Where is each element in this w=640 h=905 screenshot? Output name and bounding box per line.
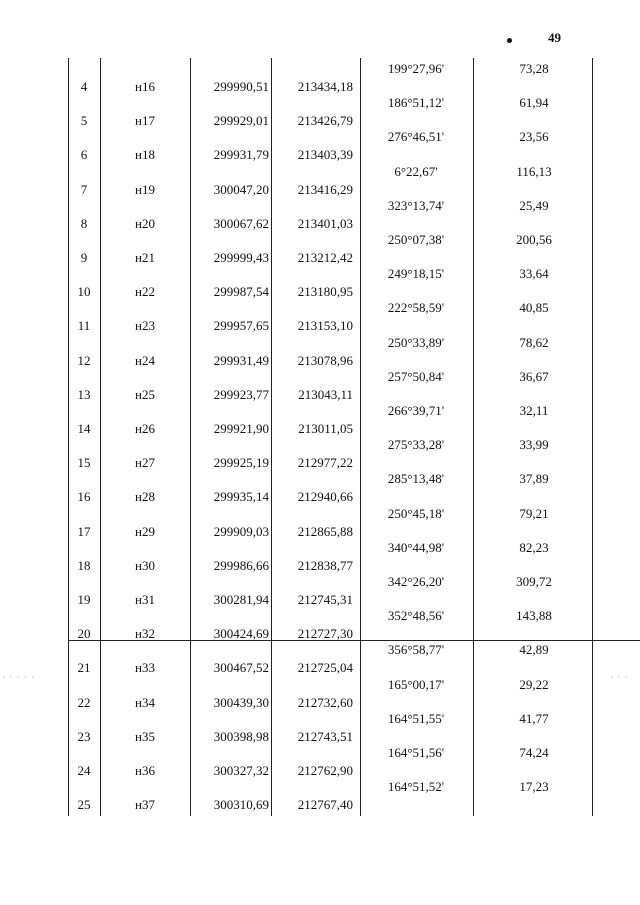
coordinate-y: 213078,96 (297, 352, 353, 368)
coordinate-x: 299925,19 (213, 455, 269, 471)
segment-length: 79,21 (519, 505, 549, 521)
coordinate-x: 299935,14 (213, 489, 269, 505)
coordinate-y: 212725,04 (297, 660, 353, 676)
table-border-right (592, 58, 593, 816)
segment-length: 42,89 (519, 642, 549, 658)
point-name: н20 (135, 215, 155, 231)
coordinate-x: 299909,03 (213, 523, 269, 539)
direction-angle: 266°39,71' (387, 403, 445, 418)
segment-length: 36,67 (519, 368, 549, 384)
point-name: н25 (135, 386, 155, 402)
coordinate-y: 213043,11 (298, 386, 353, 402)
row-number: 9 (80, 250, 88, 265)
coordinate-x: 300281,94 (213, 592, 269, 607)
point-name: н36 (135, 763, 155, 778)
segment-length: 29,22 (519, 676, 549, 692)
row-number: 21 (77, 660, 91, 676)
point-name: н21 (135, 250, 155, 265)
coordinate-y: 213153,10 (297, 318, 353, 334)
coordinate-y: 212732,60 (297, 694, 353, 710)
coordinate-y: 213212,42 (297, 250, 353, 265)
direction-angle: 164°51,55' (387, 710, 445, 726)
coordinate-x: 299921,90 (213, 421, 269, 436)
row-number: 23 (77, 728, 91, 744)
coordinate-x: 299957,65 (213, 318, 269, 334)
point-name: н28 (135, 489, 155, 505)
row-number: 19 (77, 592, 91, 607)
segment-length: 23,56 (519, 129, 549, 145)
segment-length: 61,94 (519, 95, 549, 111)
row-number: 11 (77, 318, 91, 334)
direction-angle: 356°58,77' (387, 642, 445, 658)
point-name: н19 (135, 181, 155, 197)
coordinate-y: 213180,95 (297, 284, 353, 300)
point-name: н27 (135, 455, 155, 471)
point-name: н16 (135, 79, 155, 94)
coordinate-y: 212727,30 (297, 626, 353, 642)
coordinate-x: 299931,79 (213, 147, 269, 163)
row-number: 12 (77, 352, 91, 368)
point-name: н35 (135, 728, 155, 744)
direction-angle: 165°00,17' (387, 676, 445, 692)
point-name: н22 (135, 284, 155, 300)
direction-angle: 275°33,28' (387, 437, 445, 453)
direction-angle: 340°44,98' (387, 539, 445, 555)
table-divider-point (190, 58, 191, 816)
segment-length: 143,88 (516, 608, 552, 624)
coordinate-y: 212743,51 (297, 728, 353, 744)
segment-length: 17,23 (519, 779, 549, 795)
point-name: н18 (135, 147, 155, 163)
coordinate-y: 212838,77 (297, 557, 353, 573)
row-number: 6 (80, 147, 88, 163)
segment-length: 73,28 (519, 61, 549, 76)
coordinate-y: 213434,18 (297, 79, 353, 94)
point-name: н17 (135, 113, 155, 129)
point-name: н30 (135, 557, 155, 573)
direction-angle: 164°51,56' (387, 745, 445, 760)
row-number: 22 (77, 694, 91, 710)
direction-angle: 222°58,59' (387, 300, 445, 316)
row-number: 4 (80, 79, 88, 94)
segment-length: 200,56 (516, 232, 552, 247)
coordinate-x: 300327,32 (213, 763, 269, 778)
table-divider-y (360, 58, 361, 816)
point-name: н32 (135, 626, 155, 642)
coordinate-x: 300467,52 (213, 660, 269, 676)
direction-angle: 250°45,18' (387, 505, 445, 521)
direction-angle: 285°13,48' (387, 471, 445, 487)
coordinate-x: 300310,69 (213, 797, 269, 813)
direction-angle: 352°48,56' (387, 608, 445, 624)
direction-angle: 250°07,38' (387, 232, 445, 247)
segment-length: 116,13 (516, 163, 552, 179)
segment-length: 37,89 (519, 471, 549, 487)
direction-angle: 164°51,52' (387, 779, 445, 795)
segment-length: 33,99 (519, 437, 549, 453)
coordinate-x: 299923,77 (213, 386, 269, 402)
coordinate-x: 299931,49 (213, 352, 269, 368)
coordinate-x: 299999,43 (213, 250, 269, 265)
coordinate-y: 212977,22 (297, 455, 353, 471)
coordinate-x: 300067,62 (213, 215, 269, 231)
coordinate-y: 213403,39 (297, 147, 353, 163)
coordinate-y: 212940,66 (297, 489, 353, 505)
point-name: н31 (135, 592, 155, 607)
segment-length: 74,24 (519, 745, 549, 760)
coordinate-y: 212745,31 (297, 592, 353, 607)
coordinate-y: 212767,40 (297, 797, 353, 813)
segment-length: 82,23 (519, 539, 549, 555)
scan-artifact-left: · · · · · (2, 672, 35, 682)
page-number: 49 (548, 30, 561, 45)
row-number: 14 (77, 421, 91, 436)
point-name: н26 (135, 421, 155, 436)
point-name: н37 (135, 797, 155, 813)
segment-length: 32,11 (519, 403, 549, 418)
direction-angle: 323°13,74' (387, 197, 445, 213)
direction-angle: 342°26,20' (387, 574, 445, 589)
row-number: 25 (77, 797, 91, 813)
direction-angle: 186°51,12' (387, 95, 445, 111)
coordinate-x: 300439,30 (213, 694, 269, 710)
segment-length: 309,72 (516, 574, 552, 589)
point-name: н23 (135, 318, 155, 334)
coordinate-x: 300398,98 (213, 728, 269, 744)
coordinate-x: 299986,66 (213, 557, 269, 573)
segment-length: 40,85 (519, 300, 549, 316)
coordinate-x: 300047,20 (213, 181, 269, 197)
table-divider-angle (473, 58, 474, 816)
point-name: н34 (135, 694, 155, 710)
coordinate-y: 213401,03 (297, 215, 353, 231)
direction-angle: 249°18,15' (387, 266, 445, 282)
point-name: н29 (135, 523, 155, 539)
direction-angle: 276°46,51' (387, 129, 445, 145)
segment-length: 41,77 (519, 710, 549, 726)
row-number: 13 (77, 386, 91, 402)
point-name: н24 (135, 352, 155, 368)
segment-length: 25,49 (519, 197, 549, 213)
coordinate-x: 299990,51 (213, 79, 269, 94)
scan-artifact-right: · · · (610, 672, 629, 682)
row-number: 8 (80, 215, 88, 231)
table-divider-x (271, 58, 272, 816)
row-number: 20 (77, 626, 91, 642)
direction-angle: 257°50,84' (387, 368, 445, 384)
row-number: 18 (77, 557, 91, 573)
coordinate-x: 299929,01 (213, 113, 269, 129)
segment-length: 78,62 (519, 334, 549, 350)
coordinate-x: 300424,69 (213, 626, 269, 642)
segment-length: 33,64 (519, 266, 549, 282)
row-number: 5 (80, 113, 88, 129)
coordinate-y: 213416,29 (297, 181, 353, 197)
row-number: 16 (77, 489, 91, 505)
coordinate-y: 212865,88 (297, 523, 353, 539)
coordinate-y: 213426,79 (297, 113, 353, 129)
coordinate-y: 212762,90 (297, 763, 353, 778)
coordinate-x: 299987,54 (213, 284, 269, 300)
coordinate-y: 213011,05 (298, 421, 353, 436)
row-number: 10 (77, 284, 91, 300)
row-number: 15 (77, 455, 91, 471)
point-name: н33 (135, 660, 155, 676)
direction-angle: 250°33,89' (387, 334, 445, 350)
row-number: 17 (77, 523, 91, 539)
bullet-mark (507, 38, 512, 43)
direction-angle: 199°27,96' (387, 61, 445, 76)
row-number: 24 (77, 763, 91, 778)
direction-angle: 6°22,67' (394, 163, 438, 179)
row-number: 7 (80, 181, 88, 197)
